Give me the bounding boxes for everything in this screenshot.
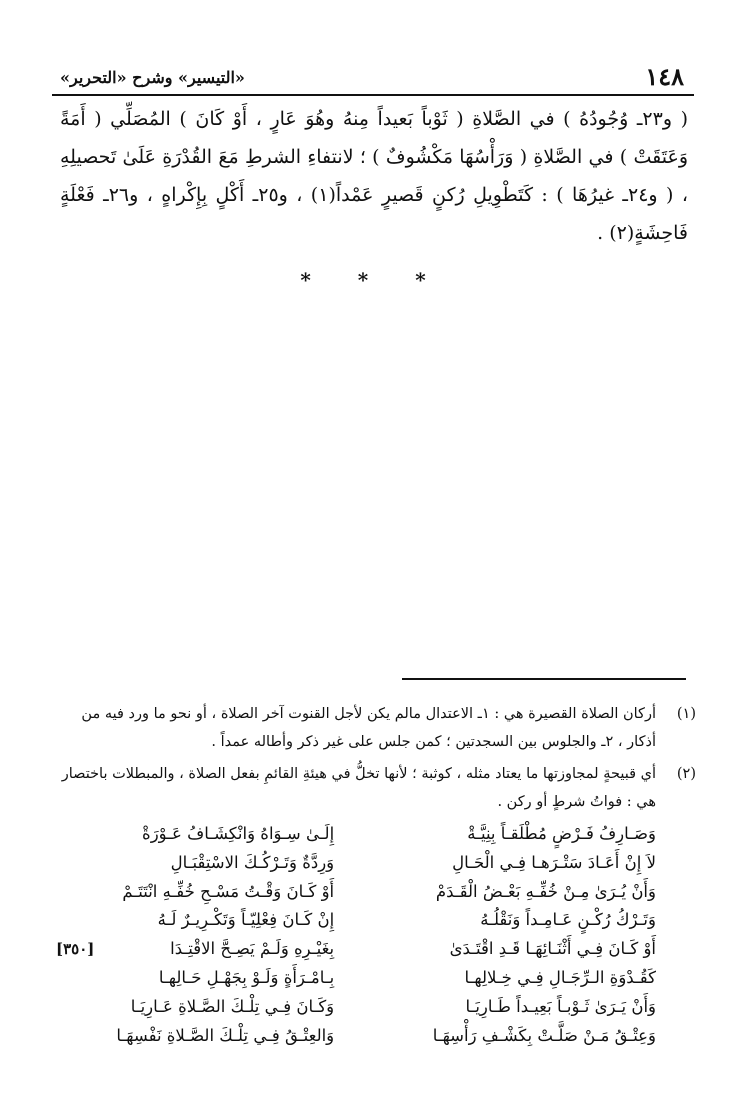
verse-second-hemistich: إِنْ كَـانَ فِعْلِيّـاً وَتَكْـرِيـرٌ لَـهُ bbox=[157, 910, 335, 930]
footnote-text: أركان الصلاة القصيرة هي : ١ـ الاعتدال مالم يكن لأجل القنوت آخر الصلاة ، أو نحو ما ورد فيه من أذكار ، ٢ـ والجلوس بين السجدتين ؛ كمن جلس على غير ذكر وأطاله عمداً . bbox=[81, 706, 656, 750]
verse-first-hemistich: وَتَـرْكُ رُكْـنٍ عَـامِـداً وَنَقْلُـهُ bbox=[480, 910, 656, 930]
verse-second-hemistich: وَكَـانَ فِـي تِلْـكَ الصَّـلاةِ عَـارِيَـا bbox=[130, 996, 335, 1016]
verse-second-hemistich: وَالعِتْـقُ فِـي تِلْـكَ الصَّـلاةِ نَفْسِهَـا bbox=[116, 1025, 335, 1045]
verse-first-hemistich: وَأَنْ يَـرَىٰ ثَـوْبـاً بَعِيـداً طَـارِيَـا bbox=[465, 996, 656, 1016]
verse-first-hemistich: وَصَـارِفُ فَـرْضٍ مُطْلَقـاً بِنِيَّـةْ bbox=[467, 824, 656, 843]
footnote-number: (١) bbox=[676, 706, 696, 722]
verse-first-hemistich: وَأَنْ يُـرَىٰ مِـنْ خُفِّـهِ بَعْـضُ الْقَـدَمْ bbox=[435, 881, 656, 901]
verse-second-hemistich: وَرِدَّةٌ وَتَـرْكُـكَ الاسْتِقْبَـالِ bbox=[170, 852, 335, 872]
verse-row bbox=[60, 964, 656, 993]
main-text bbox=[60, 100, 688, 252]
verse-row bbox=[60, 820, 656, 849]
footnote bbox=[60, 700, 696, 756]
footnote-rule bbox=[402, 678, 686, 680]
verse-row bbox=[60, 878, 656, 907]
verse-second-hemistich: إِلَـىٰ سِـوَاهُ وَانْكِشَـافُ عَـوْرَةْ bbox=[142, 824, 335, 843]
main-paragraph: ( و٢٣ـ وُجُودُهُ ) في الصَّلاةِ ( ثَوْباً بَعيداً مِنهُ وهُوَ عَارٍ ، أَوْ كَانَ ) المُصَلِّي ( أَمَةً وَعَتَقَتْ ) في الصَّلاةِ ( وَرَأْسُهَا مَكْشُوفٌ ) ؛ لانتفاءِ الشرطِ مَعَ القُدْرَةِ عَلَىٰ تَحصيلِهِ ، ( و٢٤ـ غيرُهَا ) : كَتَطْوِيلِ رُكنٍ قَصيرٍ عَمْداً(١) ، و٢٥ـ أَكْلٍ بِإِكْراهٍ ، و٢٦ـ فَعْلَةٍ فَاحِشَةٍ(٢) . bbox=[60, 108, 688, 244]
verse-first-hemistich: وَعِتْـقُ مَـنْ صَلَّـتْ بِكَشْـفِ رَأْسِهَـا bbox=[432, 1025, 656, 1045]
verse-row bbox=[60, 1022, 656, 1051]
footnote-number: (٢) bbox=[676, 766, 696, 782]
verse-second-hemistich: بِـامْـرَأَةٍ وَلَـوْ بِجَهْـلِ حَـالِهـا bbox=[158, 967, 335, 987]
verse-row bbox=[60, 993, 656, 1022]
footnote-text: أي قبيحةٍ لمجاوزتها ما يعتاد مثله ، كوثبة ؛ لأنها تخلُّ في هيئةِ القائمِ بفعل الصلاة ، والمبطلات باختصار هي : فواتُ شرطٍ أو ركن . bbox=[61, 766, 656, 810]
verse-row bbox=[60, 849, 656, 878]
page-number: ١٤٨ bbox=[645, 62, 684, 91]
verse-second-hemistich: بِغَيْـرِهِ وَلَـمْ يَصِـحَّ الاقْتِـدَا bbox=[170, 939, 335, 959]
verse-row bbox=[56, 935, 656, 964]
page-header bbox=[52, 60, 694, 96]
running-title: «التيسير» وشرح «التحرير» bbox=[60, 68, 245, 87]
section-separator: * * * bbox=[300, 268, 446, 292]
poem-verses bbox=[56, 820, 656, 1050]
verse-first-hemistich: كَقُـدْوَةِ الـرِّجَـالِ فِـي خِـلالِهـا bbox=[464, 967, 656, 987]
footnote bbox=[60, 760, 696, 816]
verse-number: [٣٥٠] bbox=[56, 940, 95, 959]
verse-second-hemistich: أَوْ كَـانَ وَقْـتُ مَسْـحِ خُفِّـهِ انْتَتَـمْ bbox=[122, 881, 335, 901]
verse-first-hemistich: لاَ إِنْ أَعَـادَ سَتْـرَهـا فِـي الْحَـالِ bbox=[452, 852, 656, 872]
verse-row bbox=[60, 906, 656, 935]
verse-first-hemistich: أَوْ كَـانَ فِـي أَثْنَـائِهَـا قَـدِ اقْتَـدَىٰ bbox=[449, 939, 656, 959]
footnotes bbox=[60, 700, 696, 820]
